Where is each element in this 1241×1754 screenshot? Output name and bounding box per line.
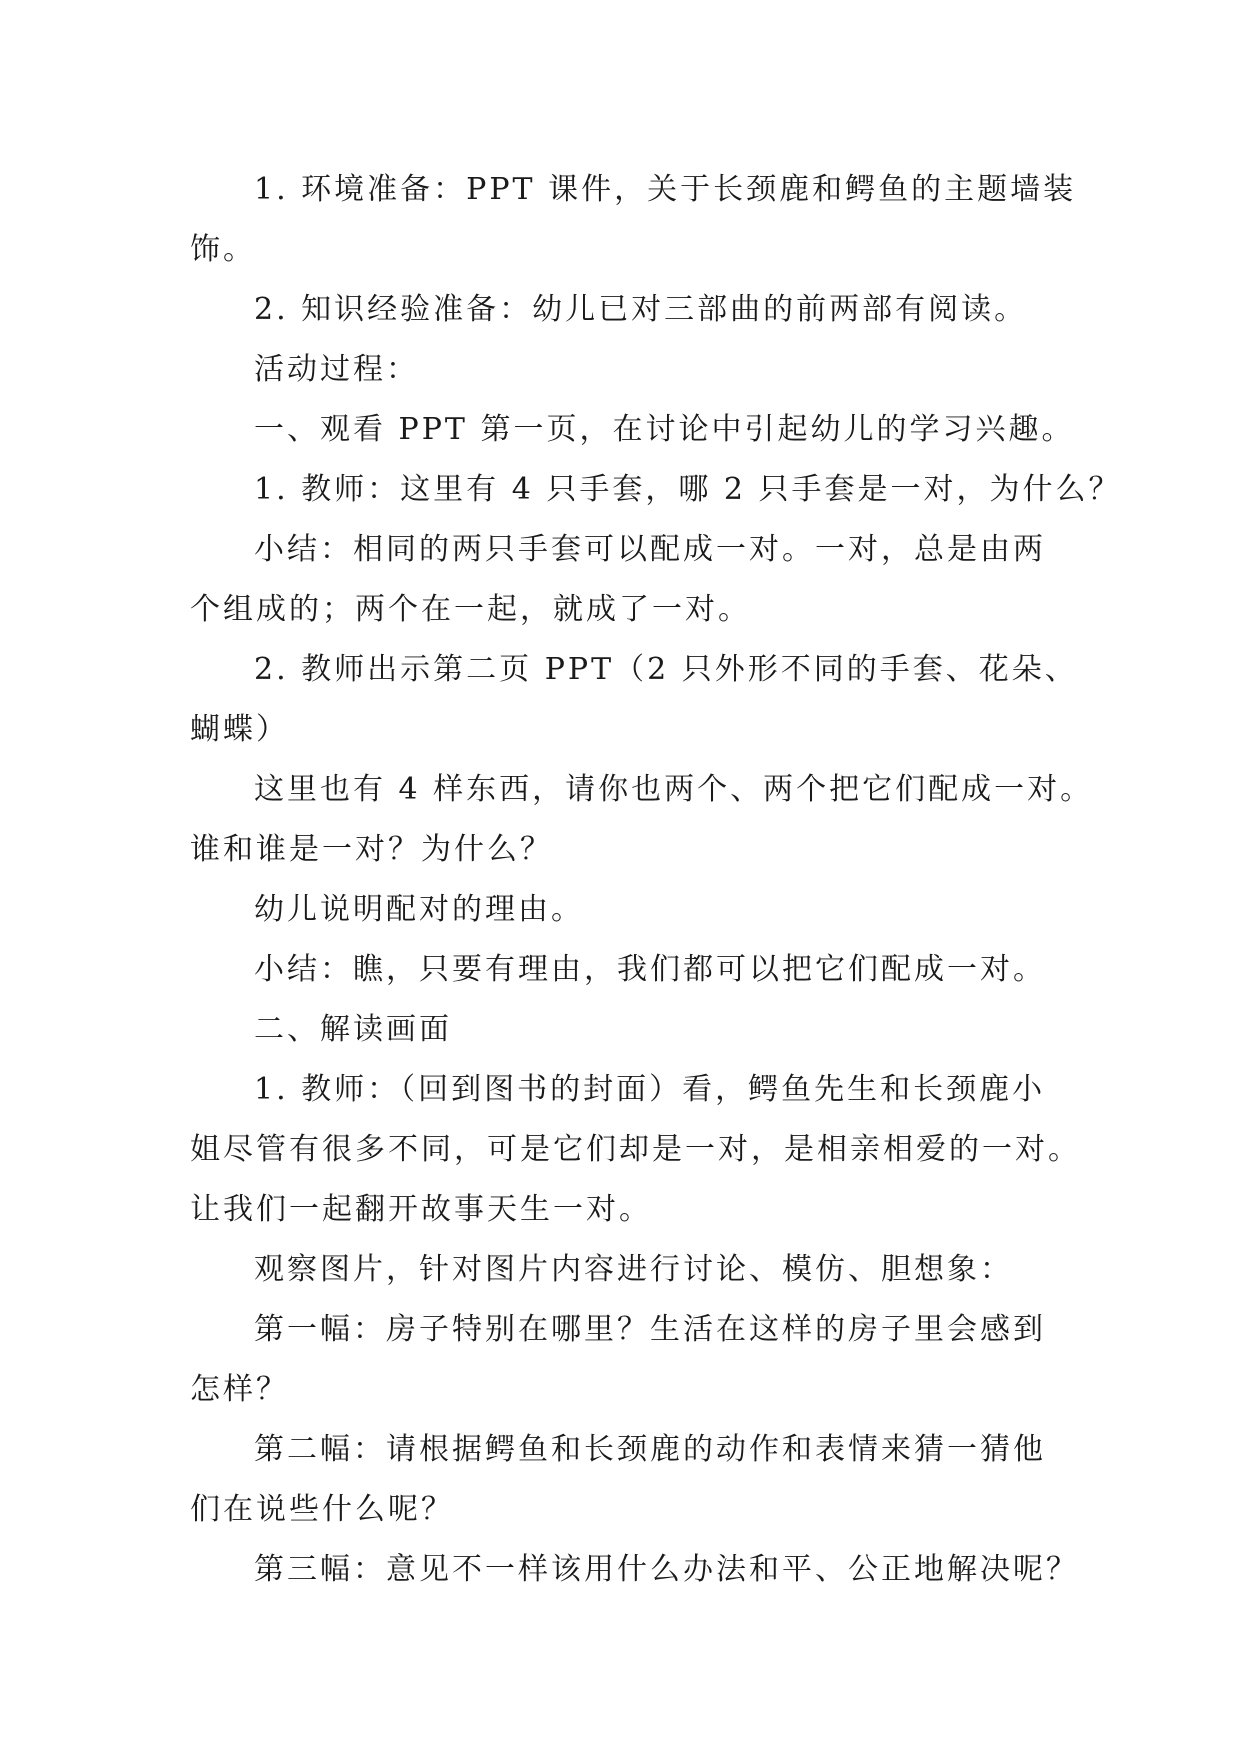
text-line: 1. 教师：这里有 4 只手套，哪 2 只手套是一对，为什么？: [254, 472, 1122, 507]
text-line: 幼儿说明配对的理由。: [254, 892, 584, 927]
text-line: 让我们一起翻开故事天生一对。: [190, 1192, 652, 1227]
text-line: 观察图片，针对图片内容进行讨论、模仿、胆想象：: [254, 1252, 1013, 1287]
text-line: 饰。: [190, 232, 256, 267]
text-line: 个组成的；两个在一起，就成了一对。: [190, 592, 751, 627]
document-body: [190, 160, 1122, 1600]
text-line: 蝴蝶）: [190, 712, 289, 747]
text-line: 这里也有 4 样东西，请你也两个、两个把它们配成一对。: [254, 772, 1094, 807]
text-line: 1. 教师：（回到图书的封面）看，鳄鱼先生和长颈鹿小: [254, 1072, 1046, 1107]
text-line: 怎样？: [190, 1372, 289, 1407]
text-line: 第三幅：意见不一样该用什么办法和平、公正地解决呢？: [254, 1552, 1079, 1587]
text-line: 2. 知识经验准备：幼儿已对三部曲的前两部有阅读。: [254, 292, 1028, 327]
text-line: 谁和谁是一对？为什么？: [190, 832, 553, 867]
text-line: 小结：瞧，只要有理由，我们都可以把它们配成一对。: [254, 952, 1046, 987]
text-line: 第一幅：房子特别在哪里？生活在这样的房子里会感到: [254, 1312, 1046, 1347]
text-line: 活动过程：: [254, 352, 419, 387]
text-line: 小结：相同的两只手套可以配成一对。一对，总是由两: [254, 532, 1046, 567]
section-heading-line: 二、解读画面: [254, 1012, 452, 1047]
text-line: 第二幅：请根据鳄鱼和长颈鹿的动作和表情来猜一猜他: [254, 1432, 1046, 1467]
section-heading-line: 一、观看 PPT 第一页，在讨论中引起幼儿的学习兴趣。: [254, 412, 1075, 447]
text-line: 姐尽管有很多不同，可是它们却是一对，是相亲相爱的一对。: [190, 1132, 1081, 1167]
text-line: 2. 教师出示第二页 PPT（2 只外形不同的手套、花朵、: [254, 652, 1078, 687]
text-line: 1. 环境准备：PPT 课件，关于长颈鹿和鳄鱼的主题墙装: [254, 172, 1077, 207]
text-line: 们在说些什么呢？: [190, 1492, 454, 1527]
